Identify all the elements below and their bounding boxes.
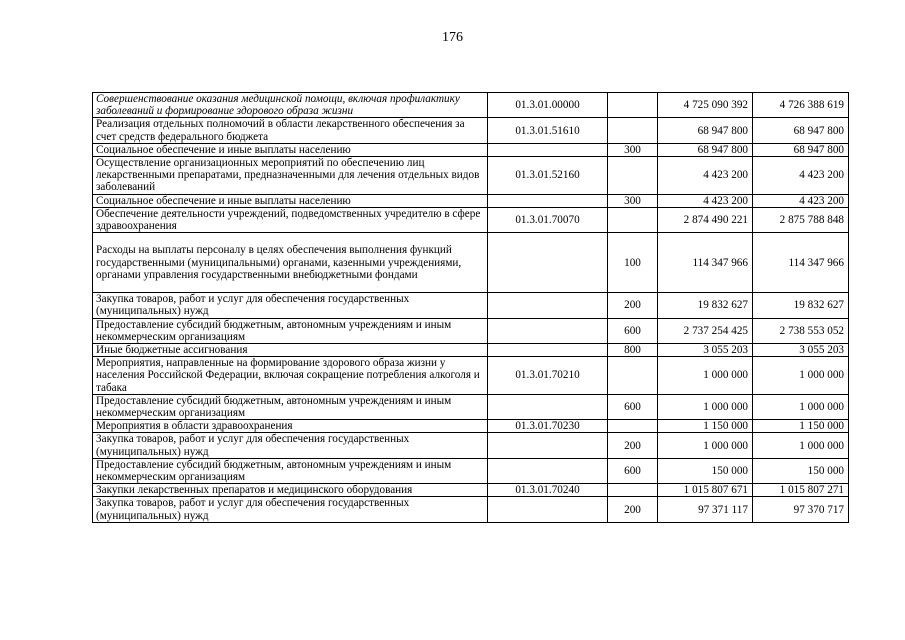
row-expense-type [608,357,658,395]
row-code: 01.3.01.70240 [488,484,608,497]
row-code: 01.3.01.51610 [488,118,608,143]
row-amount-year1: 19 832 627 [658,293,753,318]
row-code: 01.3.01.70230 [488,420,608,433]
row-name: Расходы на выплаты персоналу в целях обеспечения выполнения функций государственными (муниципальными) органами, казенными учреждениями, органами управления государственными внебюджетными фондами [93,233,488,293]
row-amount-year2: 3 055 203 [753,344,849,357]
row-amount-year2: 1 000 000 [753,394,849,419]
row-amount-year1: 1 000 000 [658,357,753,395]
row-code: 01.3.01.70070 [488,207,608,232]
row-name: Закупка товаров, работ и услуг для обеспечения государственных (муниципальных) нужд [93,433,488,458]
row-code [488,458,608,483]
row-name: Иные бюджетные ассигнования [93,344,488,357]
row-expense-type [608,93,658,118]
row-amount-year2: 1 000 000 [753,433,849,458]
row-code [488,344,608,357]
row-amount-year1: 1 000 000 [658,433,753,458]
row-expense-type [608,207,658,232]
table-row [93,458,849,483]
row-code [488,143,608,156]
row-name: Предоставление субсидий бюджетным, автономным учреждениям и иным некоммерческим организациям [93,458,488,483]
row-name: Реализация отдельных полномочий в области лекарственного обеспечения за счет средств федерального бюджета [93,118,488,143]
row-code [488,497,608,522]
page-number: 176 [442,30,463,45]
row-expense-type: 600 [608,394,658,419]
table-row [93,497,849,522]
row-name: Обеспечение деятельности учреждений, подведомственных учредителю в сфере здравоохранения [93,207,488,232]
table-row [93,194,849,207]
row-expense-type: 800 [608,344,658,357]
row-code [488,394,608,419]
row-expense-type [608,157,658,195]
row-amount-year1: 150 000 [658,458,753,483]
row-amount-year2: 4 726 388 619 [753,93,849,118]
row-amount-year2: 97 370 717 [753,497,849,522]
row-code: 01.3.01.70210 [488,357,608,395]
table-row [93,394,849,419]
row-expense-type: 600 [608,458,658,483]
row-amount-year1: 68 947 800 [658,118,753,143]
row-code [488,433,608,458]
row-expense-type: 200 [608,433,658,458]
row-amount-year2: 68 947 800 [753,118,849,143]
table-row [93,293,849,318]
row-amount-year2: 68 947 800 [753,143,849,156]
row-amount-year1: 1 015 807 671 [658,484,753,497]
row-amount-year2: 150 000 [753,458,849,483]
row-amount-year2: 19 832 627 [753,293,849,318]
row-name: Социальное обеспечение и иные выплаты населению [93,194,488,207]
row-amount-year1: 1 150 000 [658,420,753,433]
row-amount-year2: 2 738 553 052 [753,318,849,343]
row-name: Мероприятия, направленные на формирование здорового образа жизни у населения Российской Федерации, включая сокращение потребления алкоголя и табака [93,357,488,395]
row-name: Предоставление субсидий бюджетным, автономным учреждениям и иным некоммерческим организациям [93,318,488,343]
row-amount-year1: 2 874 490 221 [658,207,753,232]
table-row [93,93,849,118]
row-amount-year1: 4 423 200 [658,157,753,195]
row-amount-year2: 1 000 000 [753,357,849,395]
row-expense-type: 200 [608,293,658,318]
table-row [93,433,849,458]
row-amount-year2: 4 423 200 [753,157,849,195]
row-name: Закупка товаров, работ и услуг для обеспечения государственных (муниципальных) нужд [93,293,488,318]
row-amount-year2: 114 347 966 [753,233,849,293]
row-amount-year2: 4 423 200 [753,194,849,207]
row-name: Закупка товаров, работ и услуг для обеспечения государственных (муниципальных) нужд [93,497,488,522]
row-name: Закупки лекарственных препаратов и медицинского оборудования [93,484,488,497]
row-expense-type [608,420,658,433]
table-row [93,318,849,343]
table-row [93,157,849,195]
row-name: Мероприятия в области здравоохранения [93,420,488,433]
row-amount-year1: 3 055 203 [658,344,753,357]
table-row [93,233,849,293]
row-amount-year1: 1 000 000 [658,394,753,419]
row-name: Предоставление субсидий бюджетным, автономным учреждениям и иным некоммерческим организациям [93,394,488,419]
row-expense-type: 300 [608,143,658,156]
row-code [488,194,608,207]
row-name: Социальное обеспечение и иные выплаты населению [93,143,488,156]
row-amount-year2: 1 150 000 [753,420,849,433]
row-code: 01.3.01.00000 [488,93,608,118]
budget-table-body [93,93,849,523]
row-code [488,293,608,318]
row-code [488,318,608,343]
table-row [93,484,849,497]
row-amount-year2: 1 015 807 271 [753,484,849,497]
row-code: 01.3.01.52160 [488,157,608,195]
row-amount-year1: 97 371 117 [658,497,753,522]
row-expense-type [608,118,658,143]
row-amount-year1: 114 347 966 [658,233,753,293]
table-row [93,420,849,433]
row-amount-year1: 68 947 800 [658,143,753,156]
row-amount-year1: 4 423 200 [658,194,753,207]
row-expense-type [608,484,658,497]
row-expense-type: 200 [608,497,658,522]
row-expense-type: 300 [608,194,658,207]
row-expense-type: 100 [608,233,658,293]
row-amount-year1: 4 725 090 392 [658,93,753,118]
table-row [93,118,849,143]
row-amount-year1: 2 737 254 425 [658,318,753,343]
table-row [93,344,849,357]
table-row [93,357,849,395]
row-name: Совершенствование оказания медицинской помощи, включая профилактику заболеваний и формирование здорового образа жизни [93,93,488,118]
row-amount-year2: 2 875 788 848 [753,207,849,232]
row-name: Осуществление организационных мероприятий по обеспечению лиц лекарственными препаратами, предназначенными для лечения отдельных видов заболеваний [93,157,488,195]
row-code [488,233,608,293]
budget-table [92,92,849,523]
row-expense-type: 600 [608,318,658,343]
table-row [93,143,849,156]
table-row [93,207,849,232]
